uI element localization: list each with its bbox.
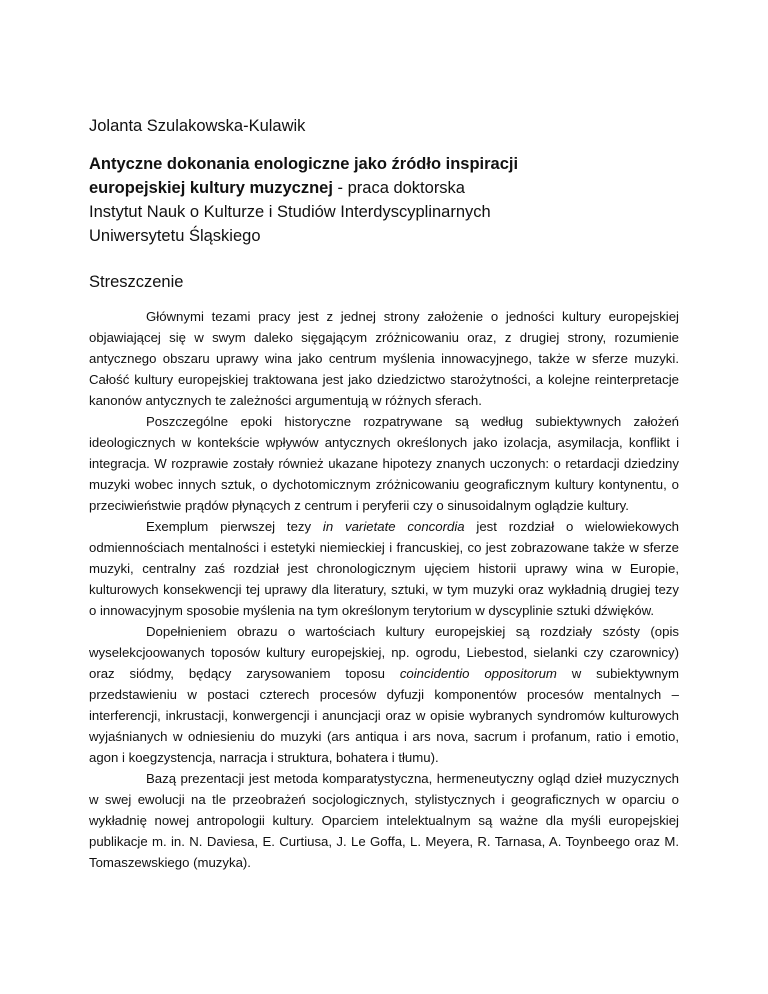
paragraph-4-italic-phrase: coincidentio oppositorum <box>399 666 557 681</box>
paragraph-3-text-a: Exemplum pierwszej tezy <box>146 519 323 534</box>
institute-line-1: Instytut Nauk o Kulturze i Studiów Interdyscyplinarnych <box>89 203 491 221</box>
paragraph-4-text-b: w subiektywnym przedstawieniu w postaci czterech procesów dyfuzji komponentów procesów mentalnych – interferencji, inkrustacji, konwergencji i anuncjacji oraz w opisie wybranych syndromów kulturowych wyjaśnianych w odniesieniu do muzyki (ars antiqua i ars nova, sacrum i profanum, ratio i emotio, agon i koegzystencja, narracja i struktura, bohatera i tłumu). <box>89 666 679 765</box>
thesis-title-line-1 <box>89 152 679 176</box>
paragraph-3 <box>89 516 679 621</box>
thesis-type: praca doktorska <box>347 179 465 197</box>
paragraph-3-text-b: jest rozdział o wielowiekowych odmiennościach mentalności i estetyki niemieckiej i francuskiej, co jest zobrazowane także w sferze muzyki, centralny zaś rozdział jest chronologicznym ujęciem historii uprawy wina w Europie, kulturowych konsekwencji tej uprawy dla literatury, sztuki, w tym muzyki oraz wykładnią drugiej tezy o innowacyjnym sposobie myślenia na tym określonym terytorium w dyscyplinie sztuki dźwięków. <box>89 519 679 618</box>
thesis-title-line-2 <box>89 176 679 200</box>
paragraph-5: Bazą prezentacji jest metoda komparatystyczna, hermeneutyczny ogląd dzieł muzycznych w swej ewolucji na tle przeobrażeń socjologicznych, stylistycznych i geograficznych w oparciu o wykładnię nowej antropologii kultury. Oparciem intelektualnym są ważne dla myśli europejskiej publikacje m. in. N. Daviesa, E. Curtiusa, J. Le Goffa, L. Meyera, R. Tarnasa, A. Toynbeego oraz M. Tomaszewskiego (muzyka). <box>89 771 679 870</box>
author-name: Jolanta Szulakowska-Kulawik <box>89 117 306 135</box>
thesis-title-part-2: europejskiej kultury muzycznej <box>89 179 333 197</box>
paragraph-2: Poszczególne epoki historyczne rozpatrywane są według subiektywnych założeń ideologicznych w kontekście wpływów antycznych określonych jako izolacja, asymilacja, konflikt i integracja. W rozprawie zostały również ukazane hipotezy znanych uczonych: o retardacji dziedziny muzyki wobec innych sztuk, o dychotomicznym zróżnicowaniu geograficznym kultury kontynentu, o przeciwieństwie prądów płynących z centrum i peryferii czy o sinusoidalnym oglądzie kultury. <box>89 414 679 513</box>
paragraph-3-italic-phrase: in varietate concordia <box>322 519 465 534</box>
abstract-body <box>89 306 679 873</box>
paragraph-1: Głównymi tezami pracy jest z jednej strony założenie o jedności kultury europejskiej objawiającej się w swym daleko sięgającym zróżnicowaniu oraz, z drugiej strony, rozumienie antycznego obszaru uprawy wina jako centrum myślenia innowacyjnego, także w sferze muzyki. Całość kultury europejskiej traktowana jest jako dziedzictwo starożytności, a kolejne reinterpretacje kanonów antycznych te zależności argumentują w różnych sferach. <box>89 309 679 408</box>
institute-line-2: Uniwersytetu Śląskiego <box>89 227 261 245</box>
paragraph-4 <box>89 621 679 768</box>
thesis-title-part-1: Antyczne dokonania enologiczne jako źródło inspiracji <box>89 155 519 173</box>
thesis-title-block <box>89 152 679 248</box>
document-page <box>89 114 679 873</box>
thesis-title-separator: - <box>332 179 348 197</box>
paragraph-4-text-a: Dopełnieniem obrazu o wartościach kultury europejskiej są rozdziały szósty (opis wyselekcjoowanych toposów kultury europejskiej, np. ogrodu, Liebestod, sielanki czy czarownicy) oraz siódmy, będący zarysowaniem toposu <box>89 624 679 681</box>
section-heading-abstract: Streszczenie <box>89 273 184 291</box>
